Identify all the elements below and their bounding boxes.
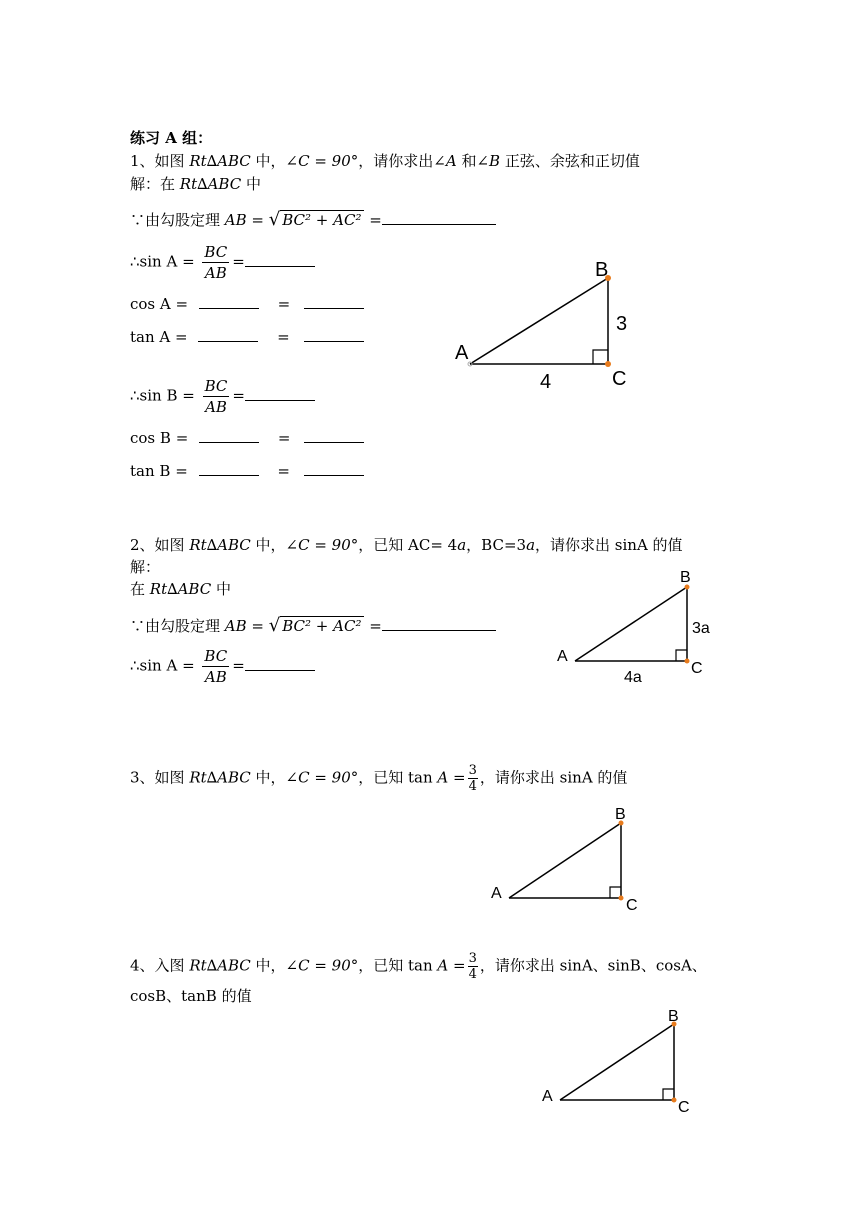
q1-title: 1、如图 Rt∆ABC 中，∠C = 90°，请你求出∠A 和∠B 正弦、余弦和正切值 xyxy=(130,152,640,170)
q3-title: 3、如图 Rt∆ABC 中，∠C = 90°，已知 tan A = $\frac{3}{4}$ ，请你求出 sinA 的值 xyxy=(130,763,628,794)
side-ac-length: 4 xyxy=(540,371,552,393)
q4-title: 4、入图 Rt∆ABC 中，∠C = 90°，已知 tan A = $\frac{3}{4}$ ，请你求出 sinA、sinB、cosA、 xyxy=(130,951,707,982)
vertex-a-label: A xyxy=(542,1088,553,1105)
answer-blank[interactable] xyxy=(245,252,315,267)
q2-pythagoras-line: ∵由勾股定理 AB = √ BC² + AC² = xyxy=(130,616,496,635)
q1-sinA-line: ∴sin A = $\frac{BC}{AB}$ = xyxy=(130,242,315,283)
q2-triangle-figure xyxy=(550,565,730,690)
answer-blank[interactable] xyxy=(245,656,315,671)
vertex-b-label: B xyxy=(615,806,626,823)
q1-triangle-figure xyxy=(450,255,640,395)
answer-blank[interactable] xyxy=(198,327,258,342)
answer-blank[interactable] xyxy=(304,294,364,309)
q2-in-triangle: 在 Rt∆ABC 中 xyxy=(130,580,231,598)
side-ab xyxy=(575,587,687,661)
vertex-b-label: B xyxy=(680,569,691,586)
q1-solution-intro: 解：在 Rt∆ABC 中 xyxy=(130,175,261,193)
side-ab xyxy=(560,1024,674,1100)
vertex-c-dot xyxy=(619,896,624,901)
vertex-c-dot xyxy=(605,361,611,367)
q1-pythagoras-line: ∵由勾股定理 AB = √ BC² + AC² = xyxy=(130,210,496,229)
vertex-c-dot xyxy=(672,1098,677,1103)
vertex-b-label: B xyxy=(668,1008,679,1025)
q2-sinA-line: ∴sin A = $\frac{BC}{AB}$ = xyxy=(130,646,315,687)
answer-blank[interactable] xyxy=(245,386,315,401)
side-bc-length: 3a xyxy=(692,620,710,637)
side-ab xyxy=(509,823,621,898)
fraction-bc-ab: $\frac{BC}{AB}$ xyxy=(204,647,228,686)
q1-tanB-line: tan B = = xyxy=(130,461,364,480)
answer-blank[interactable] xyxy=(199,294,259,309)
answer-blank[interactable] xyxy=(304,461,364,476)
side-bc-length: 3 xyxy=(616,313,628,335)
sqrt-sign: √ xyxy=(268,615,281,636)
fraction-bc-ab: $\frac{BC}{AB}$ xyxy=(204,377,228,416)
q1-cosA-line: cos A = = xyxy=(130,294,364,313)
vertex-b-label: B xyxy=(595,259,609,281)
vertex-c-label: C xyxy=(691,660,703,677)
exercise-group-title: 练习 A 组： xyxy=(130,129,213,147)
right-angle-mark xyxy=(593,350,608,364)
sqrt-sign: √ xyxy=(268,209,281,230)
q3-triangle-figure xyxy=(485,803,655,918)
q1-sinB-line: ∴sin B = $\frac{BC}{AB}$ = xyxy=(130,376,315,417)
answer-blank[interactable] xyxy=(199,461,259,476)
answer-blank[interactable] xyxy=(304,428,364,443)
vertex-a-label: A xyxy=(491,885,502,902)
vertex-c-label: C xyxy=(626,897,638,914)
fraction-three-quarters: $\frac{3}{4}$ xyxy=(468,951,477,982)
vertex-c-label: C xyxy=(678,1099,690,1116)
fraction-bc-ab: $\frac{BC}{AB}$ xyxy=(204,243,228,282)
answer-blank[interactable] xyxy=(304,327,364,342)
answer-blank[interactable] xyxy=(382,210,496,225)
q2-solution-label: 解： xyxy=(130,558,161,576)
side-ab xyxy=(470,278,608,364)
q1-cosB-line: cos B = = xyxy=(130,428,364,447)
q4-triangle-figure xyxy=(535,1005,705,1120)
vertex-c-label: C xyxy=(612,368,627,390)
vertex-a-label: A xyxy=(557,648,568,665)
answer-blank[interactable] xyxy=(199,428,259,443)
q2-title: 2、如图 Rt∆ABC 中，∠C = 90°，已知 AC= 4a，BC=3a，请你求出 sinA 的值 xyxy=(130,536,683,554)
answer-blank[interactable] xyxy=(382,616,496,631)
vertex-c-dot xyxy=(685,659,690,664)
q4-title-line2: cosB、tanB 的值 xyxy=(130,987,252,1005)
vertex-a-label: A xyxy=(455,342,469,364)
side-ac-length: 4a xyxy=(624,669,642,686)
fraction-three-quarters: $\frac{3}{4}$ xyxy=(468,763,477,794)
q1-tanA-line: tan A = = xyxy=(130,327,364,346)
